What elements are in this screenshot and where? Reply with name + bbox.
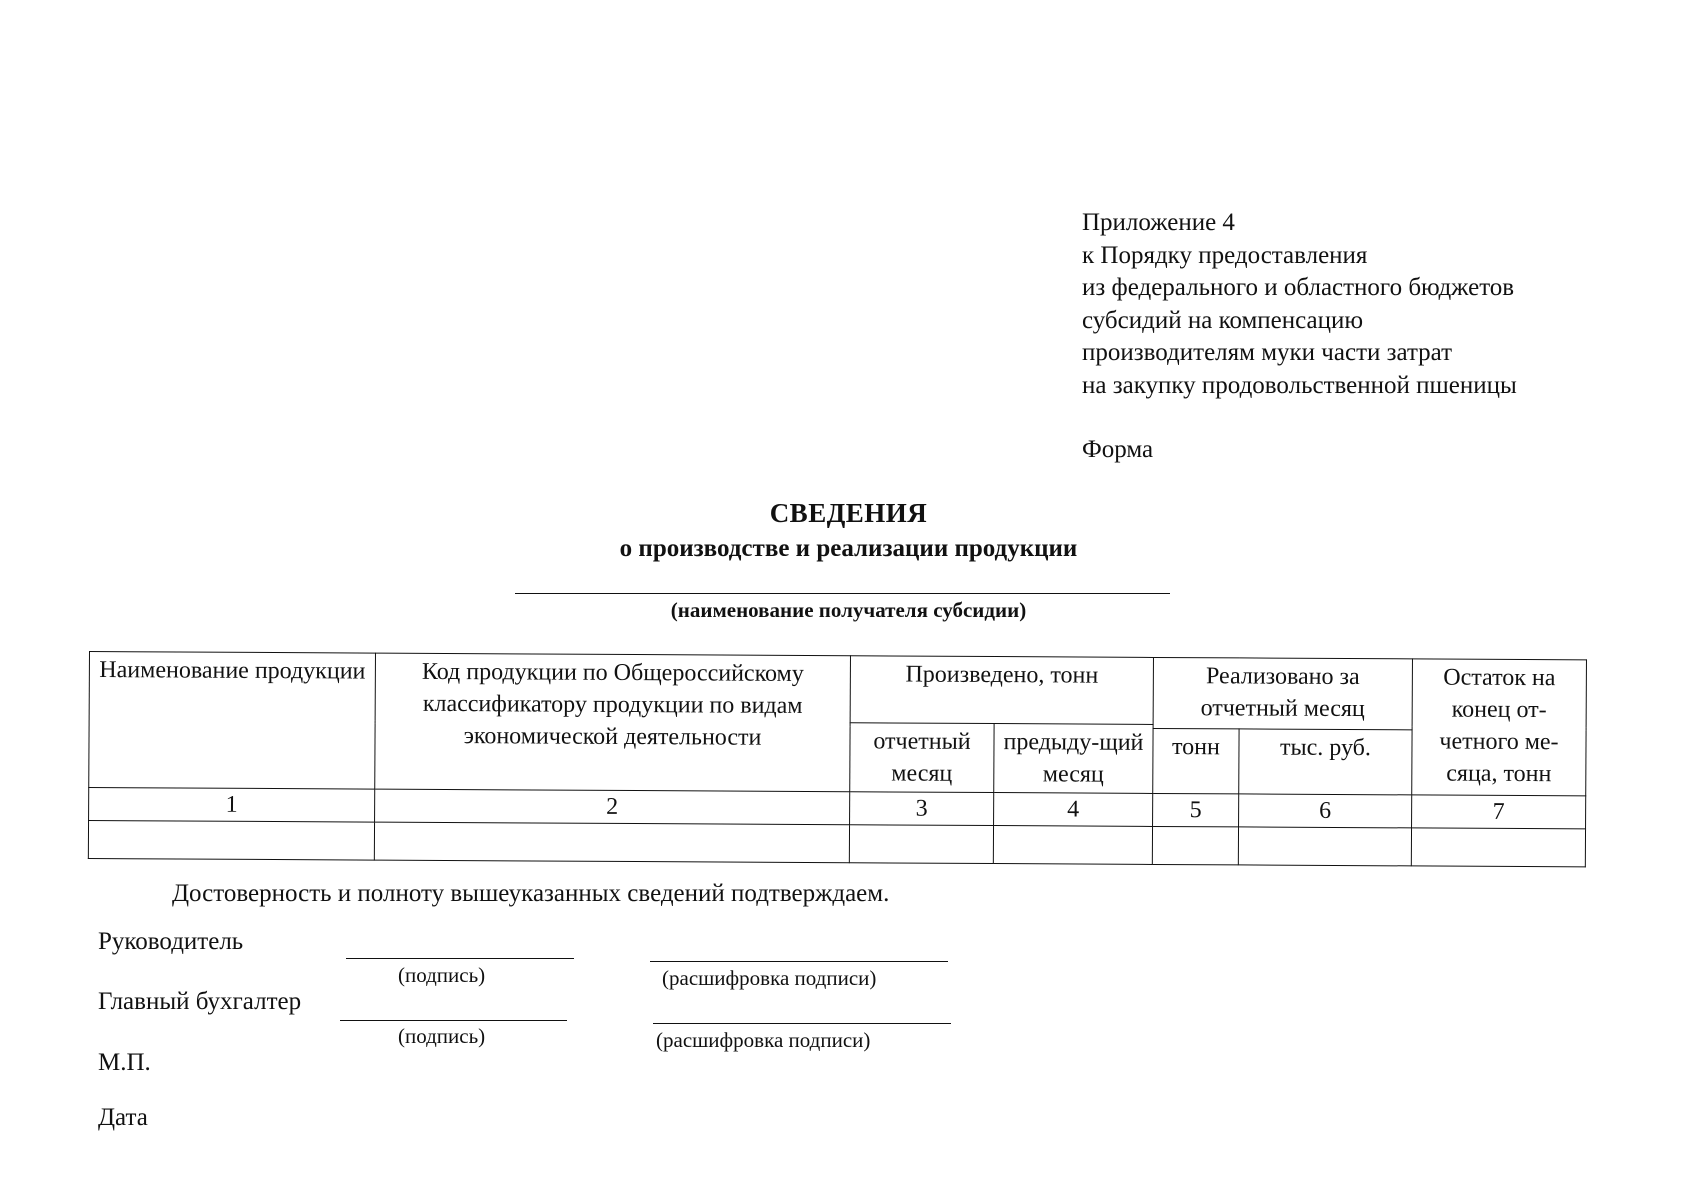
table-cell[interactable] — [849, 825, 993, 864]
table-cell[interactable] — [993, 826, 1152, 865]
production-table — [88, 651, 1587, 867]
appendix-line: на закупку продовольственной пшеницы — [1082, 371, 1517, 399]
column-number: 6 — [1239, 794, 1412, 828]
date-label: Дата — [98, 1104, 148, 1131]
appendix-line: Приложение 4 — [1082, 209, 1235, 236]
head-transcript-caption: (расшифровка подписи) — [662, 966, 877, 990]
column-number: 3 — [850, 792, 994, 826]
head-signature-caption: (подпись) — [398, 963, 486, 987]
seal-label: М.П. — [98, 1049, 151, 1076]
table-cell[interactable] — [374, 822, 849, 863]
appendix-line: субсидий на компенсацию — [1082, 306, 1364, 334]
column-number: 5 — [1153, 793, 1239, 826]
header-product-code: Код продукции по Общероссийскому классификатору продукции по видам экономической деятельности — [375, 653, 851, 792]
appendix-line: производителям муки части затрат — [1082, 339, 1453, 366]
accountant-label: Главный бухгалтер — [98, 988, 302, 1015]
accountant-signature-field[interactable] — [340, 1020, 567, 1021]
head-signature-field[interactable] — [346, 958, 574, 959]
column-number: 2 — [375, 789, 850, 825]
table-cell[interactable] — [1152, 826, 1238, 864]
header-produced: Произведено, тонн — [850, 656, 1153, 725]
header-produced-prev: предыду-щий месяц — [994, 724, 1153, 794]
head-transcript-field[interactable] — [650, 961, 948, 962]
table-cell[interactable] — [1411, 828, 1585, 867]
table-header-row — [89, 652, 1586, 727]
accountant-transcript-field[interactable] — [653, 1023, 951, 1024]
header-remainder: Остаток на конец от-четного ме-сяца, тонн — [1412, 659, 1587, 796]
head-label: Руководитель — [98, 928, 244, 955]
column-number: 7 — [1412, 795, 1586, 829]
table-cell[interactable] — [88, 821, 374, 861]
header-sold-tons: тонн — [1153, 728, 1239, 794]
column-number: 1 — [89, 788, 375, 823]
appendix-line: из федерального и областного бюджетов — [1082, 274, 1515, 301]
header-sold: Реализовано за отчетный месяц — [1153, 657, 1412, 729]
appendix-note — [1082, 207, 1517, 402]
confirmation-text: Достоверность и полноту вышеуказанных сведений подтверждаем. — [172, 880, 890, 907]
accountant-transcript-caption: (расшифровка подписи) — [656, 1028, 871, 1052]
column-number: 4 — [994, 793, 1153, 827]
header-product-name: Наименование продукции — [89, 652, 376, 790]
document-title: СВЕДЕНИЯ — [769, 498, 928, 528]
header-sold-rub: тыс. руб. — [1239, 728, 1412, 794]
document-subtitle: о производстве и реализации продукции — [619, 535, 1078, 562]
form-label: Форма — [1082, 436, 1154, 463]
header-produced-month: отчетный месяц — [850, 723, 994, 793]
recipient-caption: (наименование получателя субсидии) — [670, 598, 1027, 622]
recipient-name-field[interactable] — [515, 593, 1170, 594]
table-cell[interactable] — [1238, 827, 1411, 866]
accountant-signature-caption: (подпись) — [398, 1024, 486, 1048]
table-row — [88, 821, 1585, 867]
appendix-line: к Порядку предоставления — [1082, 241, 1368, 269]
